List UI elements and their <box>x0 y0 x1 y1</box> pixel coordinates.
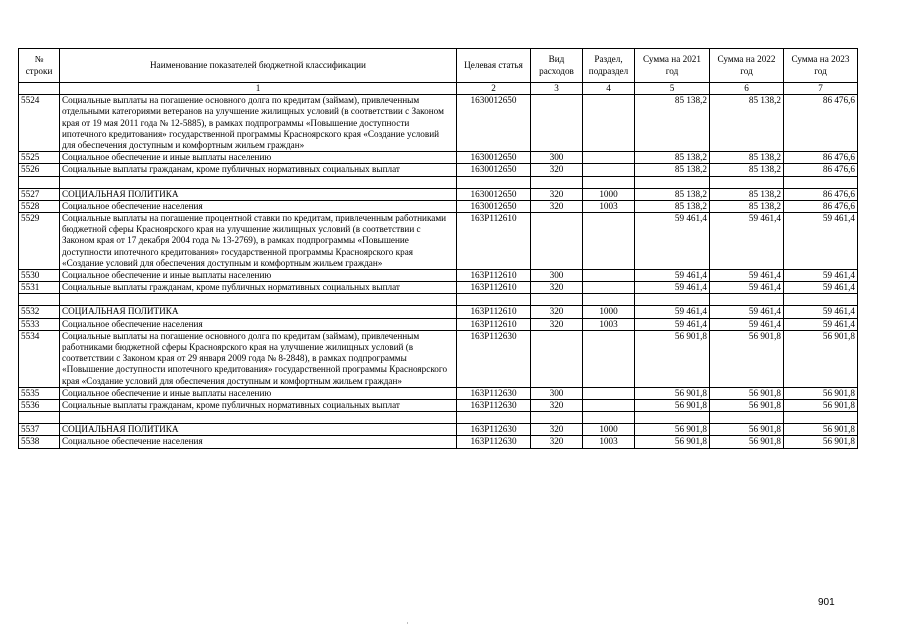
column-number: 3 <box>531 83 583 95</box>
target-article-cell: 163P112630 <box>457 387 531 399</box>
column-number: 6 <box>710 83 784 95</box>
sum-2021-cell: 59 461,4 <box>635 270 710 282</box>
sum-2022-cell: 59 461,4 <box>710 282 784 294</box>
row-number-cell: 5529 <box>19 213 60 270</box>
name-cell: Социальное обеспечение и иные выплаты населению <box>60 152 457 164</box>
table-body <box>19 95 858 448</box>
target-article-cell: 163P112610 <box>457 270 531 282</box>
sum-2021-cell: 56 901,8 <box>635 400 710 412</box>
header-target: Целевая статья <box>457 49 531 83</box>
name-cell: Социальное обеспечение населения <box>60 200 457 212</box>
table-row <box>19 387 858 399</box>
sum-2021-cell: 56 901,8 <box>635 436 710 448</box>
row-number-cell: 5536 <box>19 400 60 412</box>
sum-2022-cell: 56 901,8 <box>710 400 784 412</box>
spacer-cell <box>784 176 858 188</box>
header-sum-2023: Сумма на 2023 год <box>784 49 858 83</box>
column-number: 4 <box>583 83 635 95</box>
name-cell: СОЦИАЛЬНАЯ ПОЛИТИКА <box>60 188 457 200</box>
column-number: 7 <box>784 83 858 95</box>
target-article-cell: 1630012650 <box>457 152 531 164</box>
name-cell: Социальные выплаты гражданам, кроме публичных нормативных социальных выплат <box>60 282 457 294</box>
sum-2022-cell: 56 901,8 <box>710 387 784 399</box>
sum-2022-cell: 85 138,2 <box>710 188 784 200</box>
sum-2023-cell: 59 461,4 <box>784 318 858 330</box>
scan-artifact <box>407 622 408 624</box>
section-cell: 1003 <box>583 436 635 448</box>
name-cell: СОЦИАЛЬНАЯ ПОЛИТИКА <box>60 424 457 436</box>
sum-2023-cell: 59 461,4 <box>784 282 858 294</box>
target-article-cell: 163P112630 <box>457 424 531 436</box>
header-section: Раздел, подраздел <box>583 49 635 83</box>
section-cell <box>583 164 635 176</box>
spacer-cell <box>19 294 60 306</box>
header-sum-2022: Сумма на 2022 год <box>710 49 784 83</box>
name-cell: Социальное обеспечение населения <box>60 436 457 448</box>
row-number-cell: 5535 <box>19 387 60 399</box>
section-cell <box>583 213 635 270</box>
sum-2022-cell: 85 138,2 <box>710 152 784 164</box>
row-number-cell: 5528 <box>19 200 60 212</box>
target-article-cell: 163P112630 <box>457 436 531 448</box>
spacer-cell <box>583 176 635 188</box>
table-row <box>19 200 858 212</box>
row-number-cell: 5526 <box>19 164 60 176</box>
table-row <box>19 330 858 387</box>
sum-2023-cell: 56 901,8 <box>784 387 858 399</box>
table-row <box>19 436 858 448</box>
header-kind: Вид расходов <box>531 49 583 83</box>
sum-2021-cell: 59 461,4 <box>635 282 710 294</box>
table-row <box>19 188 858 200</box>
spacer-cell <box>583 294 635 306</box>
sum-2023-cell: 56 901,8 <box>784 330 858 387</box>
sum-2023-cell: 59 461,4 <box>784 306 858 318</box>
spacer-cell <box>457 294 531 306</box>
target-article-cell: 163P112610 <box>457 306 531 318</box>
spacer-cell <box>19 412 60 424</box>
sum-2023-cell: 56 901,8 <box>784 424 858 436</box>
section-cell <box>583 95 635 152</box>
sum-2023-cell: 86 476,6 <box>784 200 858 212</box>
sum-2023-cell: 59 461,4 <box>784 213 858 270</box>
expense-kind-cell: 320 <box>531 318 583 330</box>
row-number-cell: 5534 <box>19 330 60 387</box>
sum-2023-cell: 56 901,8 <box>784 436 858 448</box>
spacer-cell <box>60 176 457 188</box>
expense-kind-cell: 320 <box>531 188 583 200</box>
spacer-cell <box>19 176 60 188</box>
row-number-cell: 5532 <box>19 306 60 318</box>
expense-kind-cell: 320 <box>531 424 583 436</box>
table-row <box>19 213 858 270</box>
budget-table <box>18 48 858 449</box>
section-cell <box>583 387 635 399</box>
name-cell: Социальные выплаты гражданам, кроме публичных нормативных социальных выплат <box>60 164 457 176</box>
section-cell <box>583 400 635 412</box>
row-number-cell: 5537 <box>19 424 60 436</box>
sum-2022-cell: 59 461,4 <box>710 213 784 270</box>
expense-kind-cell <box>531 95 583 152</box>
target-article-cell: 1630012650 <box>457 95 531 152</box>
sum-2022-cell: 56 901,8 <box>710 436 784 448</box>
sum-2021-cell: 56 901,8 <box>635 387 710 399</box>
section-cell <box>583 282 635 294</box>
target-article-cell: 163P112610 <box>457 282 531 294</box>
spacer-cell <box>710 294 784 306</box>
target-article-cell: 1630012650 <box>457 188 531 200</box>
table-row <box>19 95 858 152</box>
row-number-cell: 5533 <box>19 318 60 330</box>
column-number: 2 <box>457 83 531 95</box>
spacer-cell <box>583 412 635 424</box>
section-cell <box>583 270 635 282</box>
sum-2021-cell: 56 901,8 <box>635 330 710 387</box>
header-row-no: № строки <box>19 49 60 83</box>
table-row <box>19 164 858 176</box>
spacer-cell <box>710 176 784 188</box>
section-cell <box>583 152 635 164</box>
sum-2023-cell: 86 476,6 <box>784 188 858 200</box>
row-number-cell: 5538 <box>19 436 60 448</box>
sum-2021-cell: 85 138,2 <box>635 152 710 164</box>
sum-2022-cell: 85 138,2 <box>710 164 784 176</box>
table-row <box>19 270 858 282</box>
spacer-cell <box>531 412 583 424</box>
column-number-row <box>19 83 858 95</box>
header-name: Наименование показателей бюджетной классификации <box>60 49 457 83</box>
table-row <box>19 400 858 412</box>
section-cell: 1000 <box>583 306 635 318</box>
sum-2021-cell: 85 138,2 <box>635 95 710 152</box>
expense-kind-cell: 300 <box>531 270 583 282</box>
spacer-cell <box>710 412 784 424</box>
section-cell <box>583 330 635 387</box>
expense-kind-cell: 320 <box>531 282 583 294</box>
sum-2023-cell: 86 476,6 <box>784 152 858 164</box>
column-number: 5 <box>635 83 710 95</box>
expense-kind-cell <box>531 330 583 387</box>
spacer-cell <box>531 294 583 306</box>
header-row <box>19 49 858 83</box>
sum-2022-cell: 56 901,8 <box>710 330 784 387</box>
spacer-cell <box>784 294 858 306</box>
sum-2023-cell: 59 461,4 <box>784 270 858 282</box>
spacer-cell <box>457 176 531 188</box>
expense-kind-cell: 320 <box>531 436 583 448</box>
sum-2021-cell: 59 461,4 <box>635 213 710 270</box>
name-cell: Социальные выплаты на погашение процентной ставки по кредитам, привлеченным работниками бюджетной сферы Красноярского края на улучшение жилищных условий (в соответствии с Законом края от 17 декабря 2004 года № 13-2769), в рамках подпрограммы «Повышение доступности ипотечного кредитования» государственной программы Красноярского края «Создание условий для обеспечения доступным и комфортным жильем граждан» <box>60 213 457 270</box>
target-article-cell: 163P112610 <box>457 318 531 330</box>
target-article-cell: 163P112630 <box>457 400 531 412</box>
sum-2021-cell: 59 461,4 <box>635 318 710 330</box>
sum-2021-cell: 85 138,2 <box>635 188 710 200</box>
sum-2021-cell: 56 901,8 <box>635 424 710 436</box>
expense-kind-cell: 320 <box>531 400 583 412</box>
row-number-cell: 5531 <box>19 282 60 294</box>
expense-kind-cell: 320 <box>531 164 583 176</box>
table-spacer-row <box>19 294 858 306</box>
table-spacer-row <box>19 412 858 424</box>
target-article-cell: 1630012650 <box>457 164 531 176</box>
spacer-cell <box>60 412 457 424</box>
name-cell: Социальное обеспечение населения <box>60 318 457 330</box>
section-cell: 1003 <box>583 200 635 212</box>
sum-2021-cell: 85 138,2 <box>635 164 710 176</box>
spacer-cell <box>531 176 583 188</box>
expense-kind-cell: 320 <box>531 200 583 212</box>
column-number-blank <box>19 83 60 95</box>
spacer-cell <box>784 412 858 424</box>
table-row <box>19 318 858 330</box>
section-cell: 1000 <box>583 188 635 200</box>
name-cell: Социальные выплаты на погашение основного долга по кредитам (займам), привлеченным работниками бюджетной сферы Красноярского края на улучшение жилищных условий (в соответствии с Законом края от 29 января 2009 года № 8-2848), в рамках подпрограммы «Повышение доступности ипотечного кредитования» государственной программы Красноярского края «Создание условий для обеспечения доступным и комфортным жильем граждан» <box>60 330 457 387</box>
section-cell: 1003 <box>583 318 635 330</box>
row-number-cell: 5527 <box>19 188 60 200</box>
sum-2021-cell: 59 461,4 <box>635 306 710 318</box>
name-cell: Социальное обеспечение и иные выплаты населению <box>60 387 457 399</box>
name-cell: Социальные выплаты на погашение основного долга по кредитам (займам), привлеченным отдельными категориями ветеранов на улучшение жилищных условий (в соответствии с Законом края от 19 мая 2011 года № 12-5885), в рамках подпрограммы «Повышение доступности ипотечного кредитования» государственной программы Красноярского края «Создание условий для обеспечения доступным и комфортным жильем граждан» <box>60 95 457 152</box>
column-number: 1 <box>60 83 457 95</box>
spacer-cell <box>60 294 457 306</box>
row-number-cell: 5525 <box>19 152 60 164</box>
table-row <box>19 152 858 164</box>
sum-2023-cell: 86 476,6 <box>784 164 858 176</box>
section-cell: 1000 <box>583 424 635 436</box>
sum-2023-cell: 86 476,6 <box>784 95 858 152</box>
sum-2022-cell: 56 901,8 <box>710 424 784 436</box>
expense-kind-cell: 320 <box>531 306 583 318</box>
row-number-cell: 5524 <box>19 95 60 152</box>
sum-2022-cell: 85 138,2 <box>710 200 784 212</box>
sum-2022-cell: 59 461,4 <box>710 306 784 318</box>
sum-2022-cell: 59 461,4 <box>710 270 784 282</box>
name-cell: Социальные выплаты гражданам, кроме публичных нормативных социальных выплат <box>60 400 457 412</box>
sum-2021-cell: 85 138,2 <box>635 200 710 212</box>
spacer-cell <box>635 294 710 306</box>
spacer-cell <box>635 176 710 188</box>
target-article-cell: 1630012650 <box>457 200 531 212</box>
target-article-cell: 163P112630 <box>457 330 531 387</box>
table-spacer-row <box>19 176 858 188</box>
sum-2022-cell: 59 461,4 <box>710 318 784 330</box>
page-number: 901 <box>818 597 835 608</box>
spacer-cell <box>635 412 710 424</box>
header-sum-2021: Сумма на 2021 год <box>635 49 710 83</box>
table-row <box>19 424 858 436</box>
expense-kind-cell <box>531 213 583 270</box>
table-row <box>19 306 858 318</box>
name-cell: Социальное обеспечение и иные выплаты населению <box>60 270 457 282</box>
table-row <box>19 282 858 294</box>
name-cell: СОЦИАЛЬНАЯ ПОЛИТИКА <box>60 306 457 318</box>
spacer-cell <box>457 412 531 424</box>
sum-2023-cell: 56 901,8 <box>784 400 858 412</box>
sum-2022-cell: 85 138,2 <box>710 95 784 152</box>
expense-kind-cell: 300 <box>531 152 583 164</box>
expense-kind-cell: 300 <box>531 387 583 399</box>
row-number-cell: 5530 <box>19 270 60 282</box>
target-article-cell: 163P112610 <box>457 213 531 270</box>
